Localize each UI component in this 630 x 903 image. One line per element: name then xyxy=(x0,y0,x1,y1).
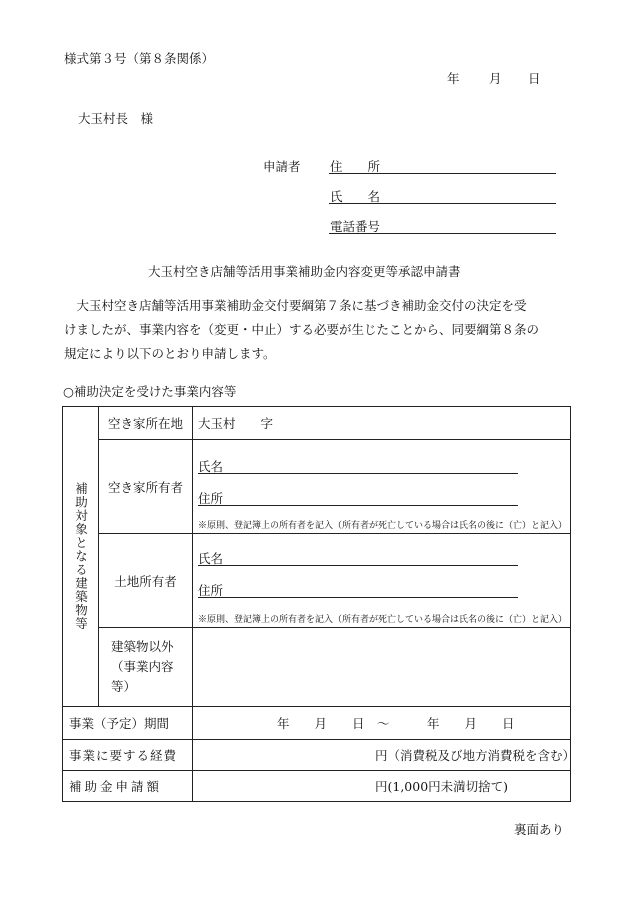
applicant-label: 申請者 xyxy=(263,159,301,174)
vacant-owner-cell[interactable] xyxy=(193,440,571,534)
period-label: 事業（予定）期間 xyxy=(63,707,193,740)
date-month: 月 xyxy=(489,71,502,86)
vacant-location-value[interactable]: 大玉村 字 xyxy=(193,407,571,440)
land-owner-address-label: 住所 xyxy=(198,583,224,598)
cost-value[interactable]: 円（消費税及び地方消費税を含む） xyxy=(193,740,571,771)
footer-note: 裏面あり xyxy=(514,822,565,837)
amount-label: 補助金申請額 xyxy=(63,771,193,802)
land-owner-name-line[interactable] xyxy=(198,565,518,566)
vacant-location-label: 空き家所在地 xyxy=(99,407,193,440)
date-year: 年 xyxy=(447,71,460,86)
document-title: 大玉村空き店舗等活用事業補助金内容変更等承認申請書 xyxy=(148,264,461,279)
vacant-owner-note: ※原則、登記簿上の所有者を記入（所有者が死亡している場合は氏名の後に（亡）と記入） xyxy=(198,521,568,531)
body-line-2: けましたが、事業内容を（変更・中止）する必要が生じたことから、同要綱第８条の xyxy=(64,322,540,337)
body-line-3: 規定により以下のとおり申請します。 xyxy=(64,346,276,361)
addressee: 大玉村長 様 xyxy=(78,111,154,126)
form-number: 様式第３号（第８条関係） xyxy=(64,51,215,66)
land-owner-note: ※原則、登記簿上の所有者を記入（所有者が死亡している場合は氏名の後に（亡）と記入） xyxy=(198,615,568,625)
other-building-label-line2: （事業内容等） xyxy=(111,659,174,694)
applicant-name-label: 氏 名 xyxy=(330,189,381,204)
land-owner-address-line[interactable] xyxy=(198,597,518,598)
application-table xyxy=(62,406,576,802)
applicant-address-label: 住 所 xyxy=(330,159,381,174)
land-owner-label: 土地所有者 xyxy=(99,534,193,628)
applicant-phone-label: 電話番号 xyxy=(330,219,381,234)
other-building-label xyxy=(99,628,193,707)
vacant-owner-label: 空き家所有者 xyxy=(99,440,193,534)
amount-value[interactable]: 円(1,000円未満切捨て) xyxy=(193,771,571,802)
applicant-name-line[interactable] xyxy=(329,203,556,204)
vacant-owner-address-line[interactable] xyxy=(198,505,518,506)
cost-label: 事業に要する経費 xyxy=(63,740,193,771)
vacant-owner-address-label: 住所 xyxy=(198,491,224,506)
land-owner-cell[interactable] xyxy=(193,534,571,628)
applicant-phone-line[interactable] xyxy=(329,233,556,234)
other-building-label-line1: 建築物以外 xyxy=(111,639,174,654)
date-day: 日 xyxy=(528,71,541,86)
vertical-label-cell xyxy=(63,407,99,707)
section-heading: ○補助決定を受けた事業内容等 xyxy=(63,384,237,399)
period-value[interactable]: 年 月 日 〜 年 月 日 xyxy=(193,707,571,740)
applicant-address-line[interactable] xyxy=(329,173,556,174)
land-owner-name-label: 氏名 xyxy=(198,551,224,566)
body-line-1: 大玉村空き店舗等活用事業補助金交付要綱第７条に基づき補助金交付の決定を受 xyxy=(64,298,527,313)
vacant-owner-name-line[interactable] xyxy=(198,473,518,474)
vertical-label: 補助対象となる建築物等 xyxy=(73,482,89,631)
other-building-value[interactable] xyxy=(193,628,571,707)
vacant-owner-name-label: 氏名 xyxy=(198,459,224,474)
